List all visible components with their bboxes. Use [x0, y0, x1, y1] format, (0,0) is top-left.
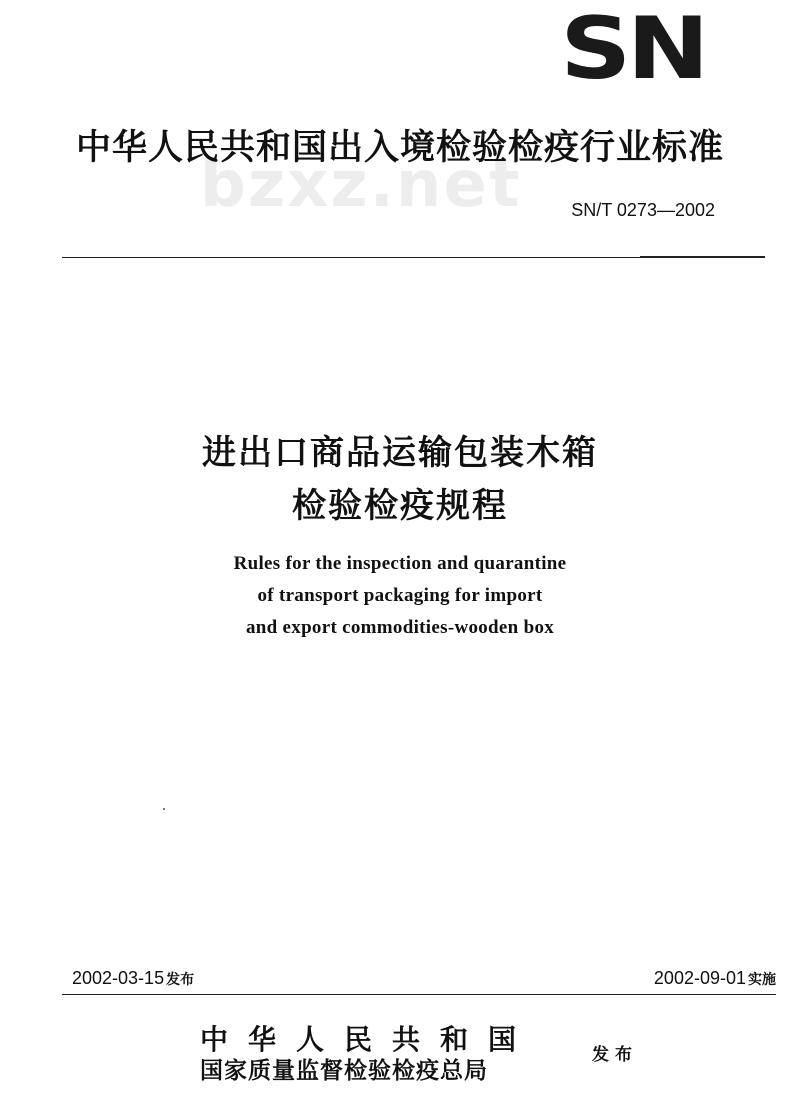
top-divider-accent — [640, 256, 765, 258]
issuer-publish-label: 发布 — [592, 1045, 638, 1065]
implementation-date: 2002-09-01 — [653, 968, 746, 988]
watermark: bzxz.net — [200, 148, 522, 222]
chinese-title-line-1: 进出口商品运输包装木箱 — [202, 433, 598, 473]
standard-number: SN/T 0273—2002 — [571, 200, 715, 220]
chinese-title-line-2: 检验检疫规程 — [292, 486, 508, 526]
issue-date-label: 发布 — [166, 972, 195, 988]
english-title-line-3: and export commodities-wooden box — [245, 617, 555, 638]
issue-date-block — [72, 968, 194, 989]
implementation-date-label: 实施 — [748, 972, 776, 988]
standard-category-title: 中华人民共和国出入境检验检疫行业标准 — [75, 128, 724, 168]
scan-speck — [163, 808, 165, 810]
english-title-line-2: of transport packaging for import — [257, 585, 543, 606]
issuer-country: 中华人民共和国 — [200, 1023, 537, 1056]
implementation-date-block — [654, 968, 776, 989]
bottom-divider — [62, 994, 776, 995]
english-title-line-1: Rules for the inspection and quarantine — [233, 553, 567, 574]
issue-date: 2002-03-15 — [72, 968, 165, 988]
issuer-agency: 国家质量监督检验检疫总局 — [200, 1057, 488, 1084]
sn-logo: SN — [560, 0, 705, 99]
